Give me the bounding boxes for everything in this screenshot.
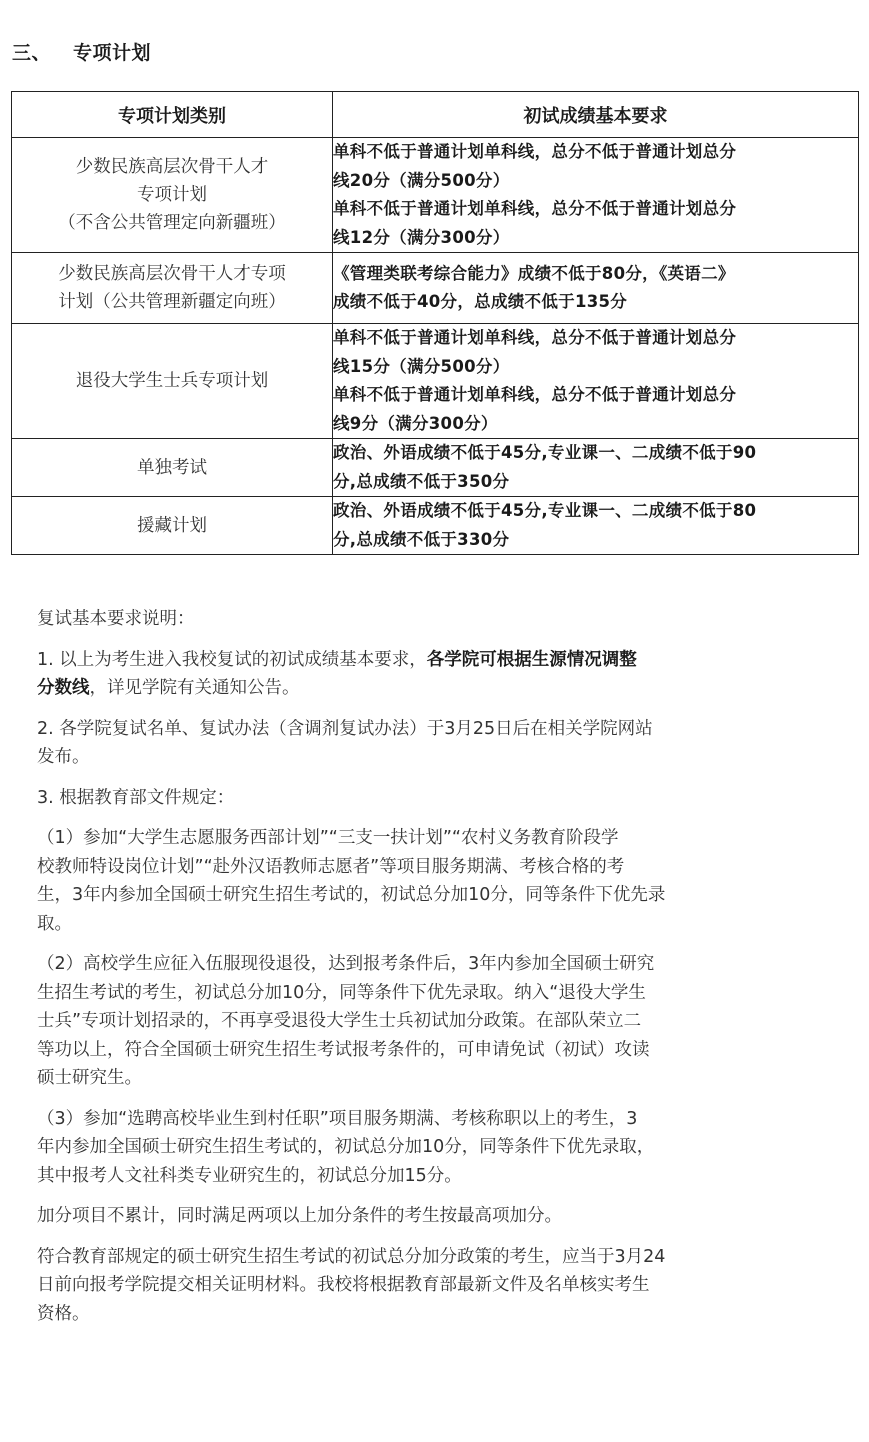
requirement-line: 线12分（满分300分） <box>333 227 510 247</box>
requirement-line: 线20分（满分500分） <box>333 170 510 190</box>
note-item-1-text: 1. 以上为考生进入我校复试的初试成绩基本要求， <box>37 649 427 670</box>
category-line: 少数民族高层次骨干人才专项 <box>58 264 286 284</box>
notes-intro: 复试基本要求说明： <box>37 609 195 629</box>
table-row <box>12 439 859 497</box>
table-header-row <box>12 92 859 138</box>
note-line: 硕士研究生。 <box>37 1068 142 1088</box>
note-line: 取。 <box>37 913 72 934</box>
requirement-cell <box>333 253 859 324</box>
table-row <box>12 497 859 555</box>
note-item-2 <box>37 715 812 772</box>
note-line: 生，3年内参加全国硕士研究生招生考试的，初试总分加10分，同等条件下优先录 <box>37 885 666 905</box>
category-line: 单独考试 <box>137 457 207 478</box>
note-sub-3 <box>37 1105 812 1191</box>
requirement-line: 成绩不低于40分，总成绩不低于135分 <box>333 292 628 311</box>
category-line: 专项计划 <box>137 185 207 205</box>
table-row <box>12 138 859 253</box>
note-line: （1）参加“大学生志愿服务西部计划”“三支一扶计划”“农村义务教育阶段学 <box>37 828 619 848</box>
note-item-1-emphasis: 各学院可根据生源情况调整 <box>426 649 637 670</box>
note-line: （2）高校学生应征入伍服现役退役，达到报考条件后，3年内参加全国硕士研究 <box>37 954 655 974</box>
header-requirement: 初试成绩基本要求 <box>333 92 859 138</box>
header-category: 专项计划类别 <box>12 92 333 138</box>
requirement-line: 单科不低于普通计划单科线，总分不低于普通计划总分 <box>333 385 737 404</box>
table-row <box>12 253 859 324</box>
note-line: 日前向报考学院提交相关证明材料。我校将根据教育部最新文件及名单核实考生 <box>37 1275 650 1295</box>
table-row <box>12 324 859 439</box>
section-title: 专项计划 <box>73 42 152 64</box>
category-line: 退役大学生士兵专项计划 <box>75 371 269 391</box>
note-line: 年内参加全国硕士研究生招生考试的，初试总分加10分，同等条件下优先录取， <box>37 1137 655 1157</box>
note-item-1-line <box>37 674 812 703</box>
category-cell <box>12 324 333 439</box>
requirement-line: 分,总成绩不低于350分 <box>333 471 510 491</box>
requirement-cell <box>333 497 859 555</box>
note-submission <box>37 1243 812 1329</box>
requirement-line: 单科不低于普通计划单科线，总分不低于普通计划总分 <box>333 328 737 347</box>
special-plan-table <box>11 91 859 555</box>
category-cell <box>12 138 333 253</box>
note-line: 符合教育部规定的硕士研究生招生考试的初试总分加分政策的考生，应当于3月24 <box>37 1246 666 1267</box>
requirement-line: 单科不低于普通计划单科线，总分不低于普通计划总分 <box>333 142 737 161</box>
category-cell <box>12 497 333 555</box>
note-item-3-title: 3. 根据教育部文件规定： <box>37 787 235 808</box>
requirement-cell <box>333 439 859 497</box>
note-line: 资格。 <box>37 1303 90 1324</box>
category-line: （不含公共管理定向新疆班） <box>58 213 286 233</box>
requirement-line: 线9分（满分300分） <box>333 413 498 433</box>
note-item-1 <box>37 646 812 703</box>
note-line: 2. 各学院复试名单、复试办法（含调剂复试办法）于3月25日后在相关学院网站 <box>37 718 653 739</box>
requirement-line: 分,总成绩不低于330分 <box>333 529 510 549</box>
requirement-line: 单科不低于普通计划单科线，总分不低于普通计划总分 <box>333 199 737 218</box>
category-cell <box>12 439 333 497</box>
note-line: 发布。 <box>37 747 90 767</box>
note-line: 等功以上，符合全国硕士研究生招生考试报考条件的，可申请免试（初试）攻读 <box>37 1039 650 1060</box>
section-heading <box>12 38 151 65</box>
retest-notes <box>37 605 812 1340</box>
requirement-cell <box>333 324 859 439</box>
requirement-line: 政治、外语成绩不低于45分,专业课一、二成绩不低于90 <box>333 443 757 462</box>
category-cell <box>12 253 333 324</box>
section-number: 三、 <box>12 42 52 64</box>
note-item-1-line <box>37 646 812 675</box>
note-line: 校教师特设岗位计划”“赴外汉语教师志愿者”等项目服务期满、考核合格的考 <box>37 856 625 877</box>
note-line: 生招生考试的考生，初试总分加10分，同等条件下优先录取。纳入“退役大学生 <box>37 982 646 1003</box>
note-item-1-emphasis: 分数线 <box>37 678 90 698</box>
note-line: 士兵”专项计划招录的，不再享受退役大学生士兵初试加分政策。在部队荣立二 <box>37 1011 642 1031</box>
requirement-line: 线15分（满分500分） <box>333 356 510 376</box>
requirement-cell <box>333 138 859 253</box>
requirement-line: 《管理类联考综合能力》成绩不低于80分，《英语二》 <box>333 263 735 283</box>
category-line: 少数民族高层次骨干人才 <box>75 157 269 177</box>
note-sub-2 <box>37 950 812 1093</box>
note-line: 其中报考人文社科类专业研究生的，初试总分加15分。 <box>37 1165 462 1186</box>
note-item-1-text: ，详见学院有关通知公告。 <box>89 678 300 698</box>
category-line: 计划（公共管理新疆定向班） <box>58 292 286 312</box>
requirement-line: 政治、外语成绩不低于45分,专业课一、二成绩不低于80 <box>333 501 757 520</box>
category-line: 援藏计划 <box>137 515 207 536</box>
note-line: （3）参加“选聘高校毕业生到村任职”项目服务期满、考核称职以上的考生，3 <box>37 1108 638 1129</box>
note-sub-1 <box>37 824 812 938</box>
note-no-accumulate: 加分项目不累计，同时满足两项以上加分条件的考生按最高项加分。 <box>37 1206 562 1226</box>
